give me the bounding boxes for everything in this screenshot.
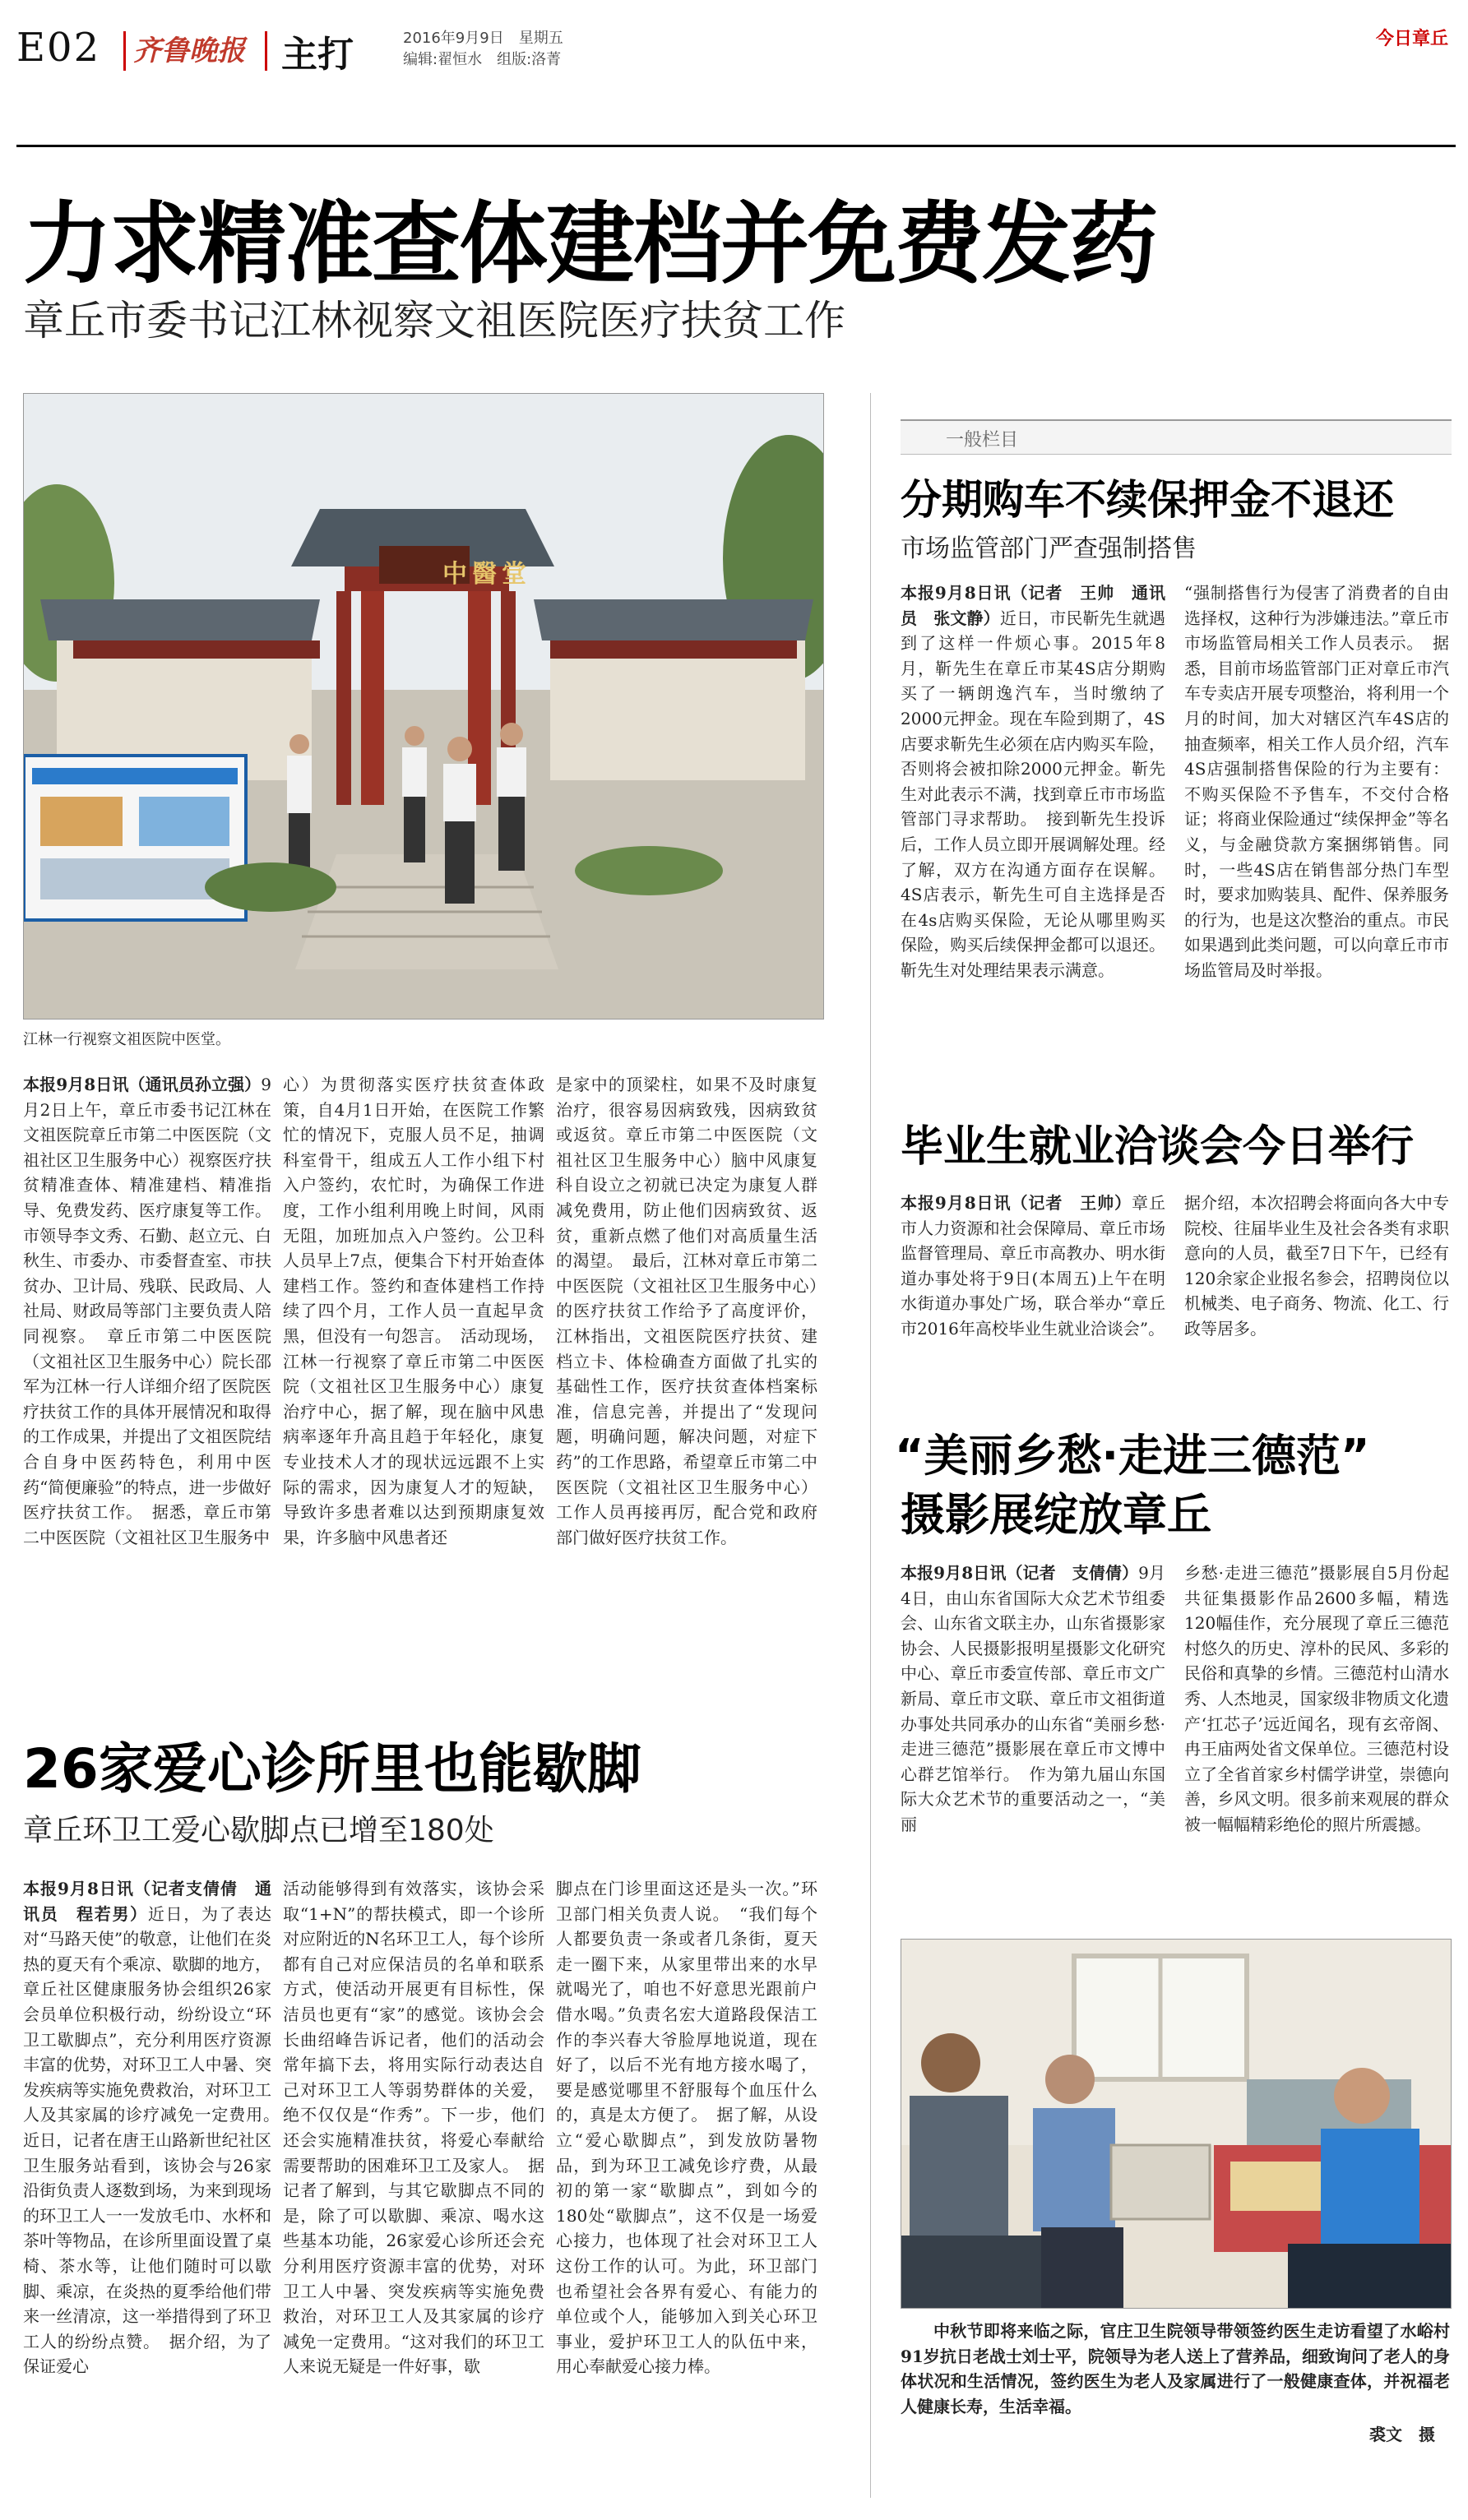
doctor-visit-caption: 中秋节即将来临之际，官庄卫生院领导带领签约医生走访看望了水峪村91岁抗日老战士刘士平，院领导为老人送上了营养品，细致询问了老人的身体状况和生活情况，签约医生为老人及家属进行了一般健康查体，并祝福老人健康长寿，生活幸福。	[901, 2321, 1450, 2416]
header-editors: 编辑:翟恒水 组版:洛菁	[403, 51, 562, 68]
story2-col2-text: 活动能够得到有效落实，该协会采取“1+N”的帮扶模式，即一个诊所对应附近的N名环卫工人，每个诊所都有自己对应保洁员的名单和联系方式，使活动开展更有目标性，保洁员也更有“家”的感觉。该协会会长曲绍峰告诉记者，他们的活动会常年搞下去，将用实际行动表达自己对环卫工人等弱势群体的关爱，绝不仅仅是“作秀”。下一步，他们还会实施精准扶贫，将爱心奉献给需要帮助的困难环卫工及家人。 据记者了解到，与其它歇脚点不同的是，除了可以歇脚、乘凉、喝水这些基本功能，26家爱心诊所还会充分利用医疗资源丰富的优势，对环卫工人中暑、突发疾病等实施免费救治，对环卫工人及其家属的诊疗减免一定费用。“这对我们的环卫工人来说无疑是一件好事，歇	[283, 1879, 544, 2377]
car-headline: 分期购车不续保押金不退还	[901, 476, 1394, 524]
expo-col2-text: 乡愁·走进三德范”摄影展自5月份起共征集摄影作品2600多幅，精选120幅佳作，充分展现了章丘三德范村悠久的历史、淳朴的民风、多彩的民俗和真挚的乡情。三德范村山清水秀、人杰地灵，国家级非物质文化遗产‘扛芯子’远近闻名，现有玄帝阁、冉王庙两处省文保单位。三德范村设立了全省首家乡村儒学讲堂，崇德向善，乡风文明。很多前来观展的群众被一幅幅精彩绝伦的照片所震撼。	[1184, 1563, 1449, 1834]
column-separator	[870, 393, 871, 2498]
main-story-col1	[23, 1072, 271, 1648]
main-photo-caption: 江林一行视察文祖医院中医堂。	[23, 1031, 230, 1048]
main-story-col3	[556, 1072, 817, 1648]
expo-dateline: 本报9月8日讯（记者 支倩倩）	[901, 1563, 1139, 1583]
expo-headline: “美丽乡愁·走进三德范”	[895, 1430, 1370, 1482]
story2-col3	[556, 1876, 817, 2505]
divider-bar	[123, 31, 126, 71]
job-col1	[901, 1191, 1165, 1396]
story2-subhead: 章丘环卫工爱心歇脚点已增至180处	[23, 1814, 494, 1847]
main-dateline: 本报9月8日讯（通讯员孙立强）	[23, 1075, 262, 1094]
story2-col3-text: 脚点在门诊里面这还是头一次。”环卫部门相关负责人说。 “我们每个人都要负责一条或者几条街，夏天走一圈下来，从家里带出来的水早就喝光了，咱也不好意思光跟前户借水喝。”负责名宏大道路段保洁工作的李兴春大爷脸厚地说道，现在好了，以后不光有地方接水喝了，要是感觉哪里不舒服每个血压什么的，真是太方便了。 据了解，从设立“爱心歇脚点”，到发放防暑物品，到为环卫工减免诊疗费，从最初的第一家“歇脚点”，到如今的180处“歇脚点”，这不仅是一场爱心接力，也体现了社会对环卫工人这份工作的认可。为此，环卫部门也希望社会各界有爱心、有能力的单位或个人，能够加入到关心环卫事业，爱护环卫工人的队伍中来，用心奉献爱心接力棒。	[556, 1879, 817, 2377]
photo-credit: 裘文 摄	[1369, 2425, 1435, 2444]
story2-col1	[23, 1876, 271, 2505]
header-rule	[16, 145, 1456, 147]
job-headline: 毕业生就业洽谈会今日举行	[901, 1122, 1415, 1172]
car-col2	[1184, 580, 1449, 1057]
main-photo	[23, 393, 824, 1020]
car-subhead: 市场监管部门严查强制搭售	[901, 534, 1197, 563]
car-col2-text: “强制搭售行为侵害了消费者的自由选择权，这种行为涉嫌违法。”章丘市市场监管局相关工作人员表示。 据悉，目前市场监管部门正对章丘市汽车专卖店开展专项整治，将利用一个月的时间，加大对辖区汽车4S店的抽查频率，相关工作人员介绍，汽车4S店强制搭售保险的行为主要有：不购买保险不予售车，不交付合格证；将商业保险通过“续保押金”等名义，与金融贷款方案捆绑销售。同时，一些4S店在销售部分热门车型时，要求加购装具、配件、保养服务的行为，也是这次整治的重点。市民如果遇到此类问题，可以向章丘市市场监管局及时举报。	[1184, 583, 1449, 980]
expo-headline-line2: 摄影展绽放章丘	[901, 1489, 1211, 1541]
job-dateline: 本报9月8日讯（记者 王帅）	[901, 1193, 1132, 1213]
main-col1-text: 9月2日上午，章丘市委书记江林在文祖医院章丘市第二中医医院（文祖社区卫生服务中心）视察医疗扶贫精准查体、精准建档、精准指导、免费发药、医疗康复等工作。市领导李文秀、石勤、赵立元、白秋生、市委办、市委督查室、市扶贫办、卫计局、残联、民政局、人社局、财政局等部门主要负责人陪同视察。 章丘市第二中医医院（文祖社区卫生服务中心）院长邵军为江林一行人详细介绍了医院医疗扶贫工作的具体开展情况和取得的工作成果，并提出了文祖医院结合自身中医药特色，利用中医药“简便廉验”的特点，进一步做好医疗扶贫工作。 据悉，章丘市第二中医医院（文祖社区卫生服务中	[23, 1075, 271, 1547]
expo-col2	[1184, 1561, 1449, 1922]
main-story-col2	[283, 1072, 544, 1648]
doctor-visit-photo	[901, 1939, 1452, 2309]
edition-name: 今日章丘	[1375, 29, 1448, 49]
divider-bar	[265, 31, 267, 71]
job-col2-text: 据介绍，本次招聘会将面向各大中专院校、往届毕业生及社会各类有求职意向的人员，截至7日下午，已经有120余家企业报名参会，招聘岗位以机械类、电子商务、物流、化工、行政等居多。	[1184, 1193, 1449, 1339]
header-date: 2016年9月9日 星期五	[403, 30, 563, 47]
car-col1-text: 近日，市民靳先生就遇到了这样一件烦心事。2015年8月，靳先生在章丘市某4S店分期购买了一辆朗逸汽车，当时缴纳了2000元押金。现在车险到期了，4S店要求靳先生必须在店内购买车险，否则将会被扣除2000元押金。靳先生对此表示不满，找到章丘市市场监管部门寻求帮助。 接到靳先生投诉后，工作人员立即开展调解处理。经了解，双方在沟通方面存在误解。4S店表示，靳先生可自主选择是否在4s店购买保险，无论从哪里购买保险，购买后续保押金都可以退还。靳先生对处理结果表示满意。	[901, 608, 1165, 980]
story2-col2	[283, 1876, 544, 2505]
job-col2	[1184, 1191, 1449, 1396]
story2-headline: 26家爱心诊所里也能歇脚	[23, 1737, 641, 1801]
car-col1	[901, 580, 1165, 1057]
expo-col1-text: 9月4日，由山东省国际大众艺术节组委会、山东省文联主办，山东省摄影家协会、人民摄影报明星摄影文化研究中心、章丘市委宣传部、章丘市文广新局、章丘市文联、章丘市文祖街道办事处共同承办的山东省“美丽乡愁·走进三德范”摄影展在章丘市文博中心群艺馆举行。 作为第九届山东国际大众艺术节的重要活动之一，“美丽	[901, 1563, 1165, 1834]
page-number: E02	[16, 25, 101, 71]
main-headline: 力求精准查体建档并免费发药	[23, 193, 1157, 296]
story2-col1-text: 近日，为了表达对“马路天使”的敬意，让他们在炎热的夏天有个乘凉、歇脚的地方，章丘社区健康服务协会组织26家会员单位积极行动，纷纷设立“环卫工歇脚点”，充分利用医疗资源丰富的优势，对环卫工人中暑、突发疾病等实施免费救治，对环卫工人及其家属的诊疗减免一定费用。 近日，记者在唐王山路新世纪社区卫生服务站看到，该协会与26家沿街负责人逐数到场，为来到现场的环卫工人一一发放毛巾、水杯和茶叶等物品，在诊所里面设置了桌椅、茶水等，让他们随时可以歇脚、乘凉，在炎热的夏季给他们带来一丝清凉，这一举措得到了环卫工人的纷纷点赞。 据介绍，为了保证爱心	[23, 1903, 271, 2377]
section-label: 一般栏目	[946, 430, 1019, 451]
main-col2-text: 心）为贯彻落实医疗扶贫查体政策，自4月1日开始，在医院工作繁忙的情况下，克服人员不足，抽调科室骨干，组成五人工作小组下村入户签约，农忙时，为确保工作进度，工作小组利用晚上时间，风雨无阻，加班加点入户签约。公卫科人员早上7点，便集合下村开始查体建档工作。签约和查体建档工作持续了四个月，工作人员一直起早贪黑，但没有一句怨言。 活动现场，江林一行视察了章丘市第二中医医院（文祖社区卫生服务中心）康复治疗中心，据了解，现在脑中风患病率逐年升高且趋于年轻化，康复专业技术人才的现状远远跟不上实际的需求，因为康复人才的短缺，导致许多患者难以达到预期康复效果，许多脑中风患者还	[283, 1075, 544, 1547]
main-subhead: 章丘市委书记江林视察文祖医院医疗扶贫工作	[23, 297, 845, 344]
car-dateline: 本报9月8日讯（记者 王帅 通讯员 张文静）	[901, 583, 1165, 628]
job-col1-text: 章丘市人力资源和社会保障局、章丘市场监督管理局、章丘市高教办、明水街道办事处将于9日(本周五)上午在明水街道办事处广场，联合举办“章丘市2016年高校毕业生就业洽谈会”。	[901, 1193, 1165, 1339]
paper-name-logo: 齐鲁晚报	[133, 35, 245, 67]
main-col3-text: 是家中的顶梁柱，如果不及时康复治疗，很容易因病致残，因病致贫或返贫。章丘市第二中医医院（文祖社区卫生服务中心）脑中风康复科自设立之初就已决定为康复人群减免费用，防止他们因病致贫、返贫，重新点燃了他们对高质量生活的渴望。 最后，江林对章丘市第二中医医院（文祖社区卫生服务中心）的医疗扶贫工作给予了高度评价，江林指出，文祖医院医疗扶贫、建档立卡、体检确查方面做了扎实的基础性工作，医疗扶贫查体档案标准，信息完善，并提出了“发现问题，明确问题，解决问题，对症下药”的工作思路，希望章丘市第二中医医院（文祖社区卫生服务中心）工作人员再接再厉，配合党和政府部门做好医疗扶贫工作。	[556, 1075, 817, 1547]
photo-sign-text: 中醫堂	[442, 560, 531, 589]
story2-dateline: 本报9月8日讯（记者支倩倩 通讯员 程若男）	[23, 1879, 271, 1924]
section-name: 主打	[281, 34, 354, 76]
expo-col1	[901, 1561, 1165, 1922]
